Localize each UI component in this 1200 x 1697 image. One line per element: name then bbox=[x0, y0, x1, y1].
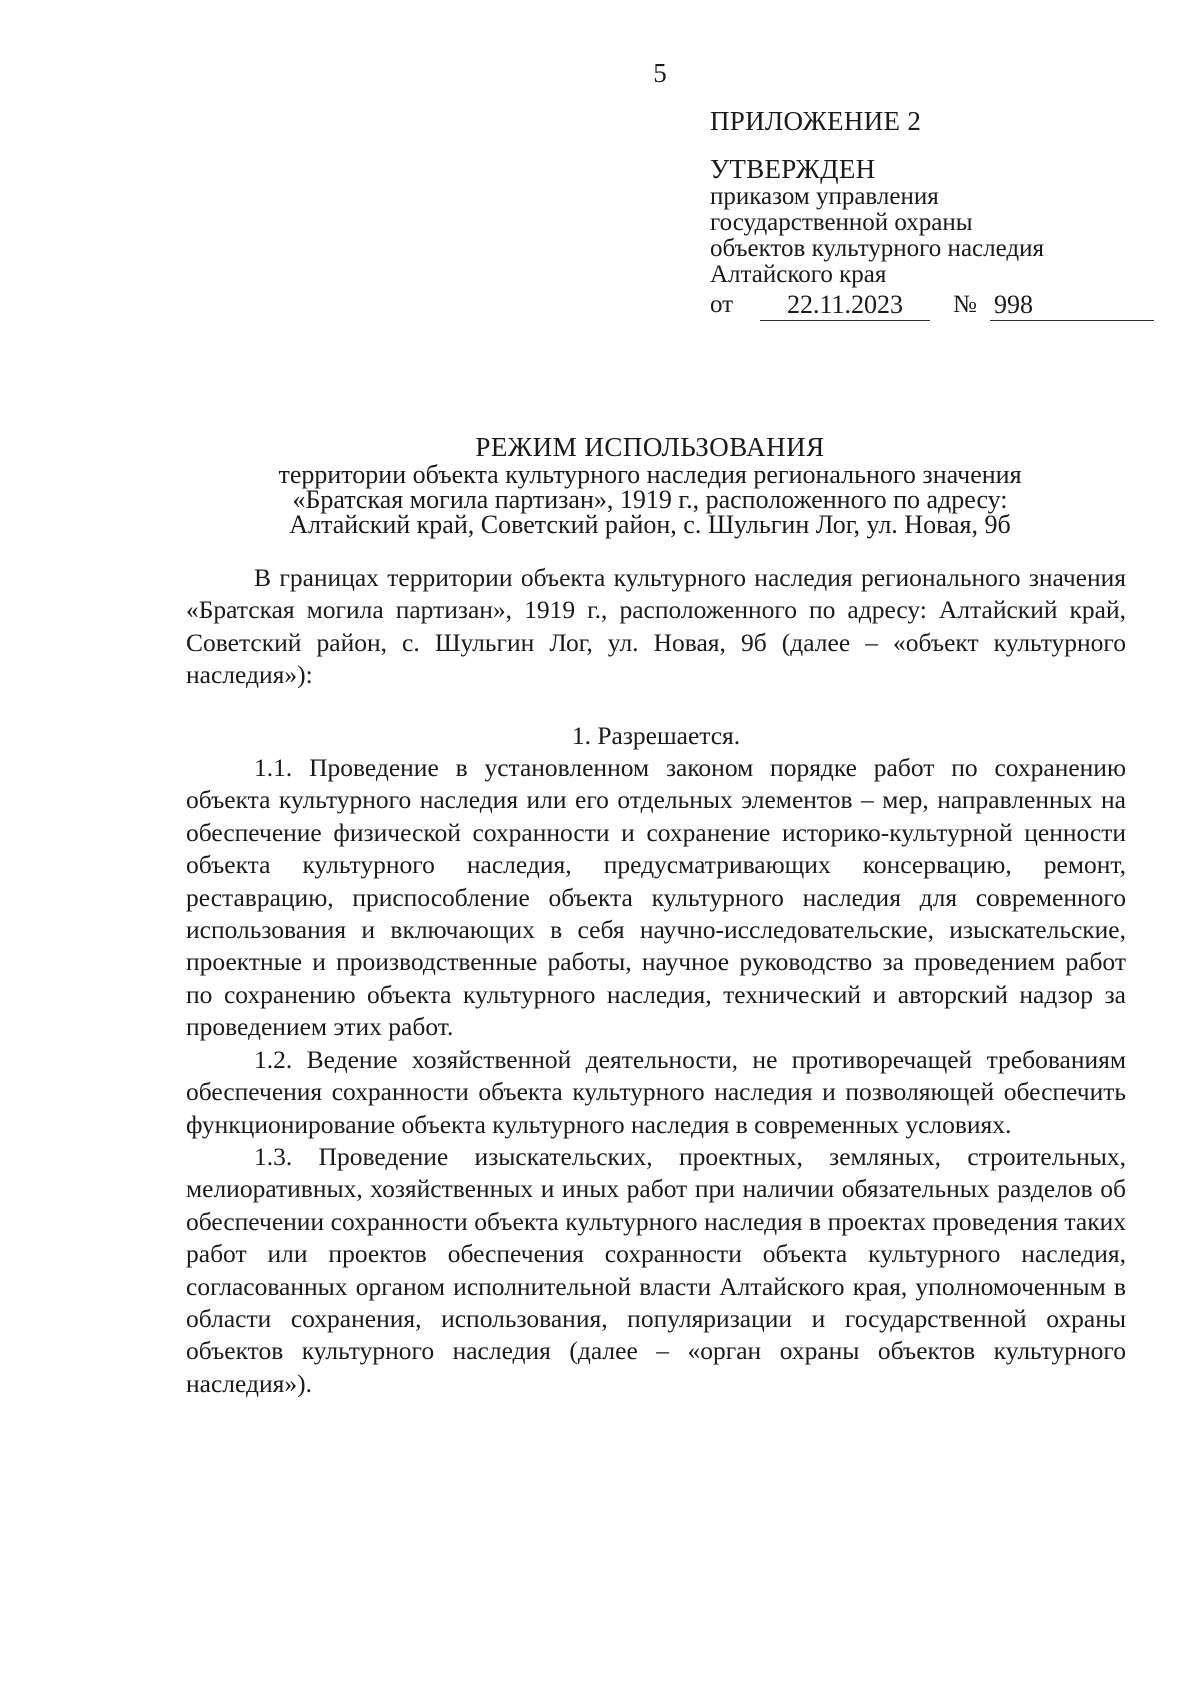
approval-line: объектов культурного наследия bbox=[710, 235, 1044, 262]
document-body bbox=[186, 562, 1126, 1400]
approval-line: государственной охраны bbox=[710, 209, 973, 236]
item-paragraph: 1.2. Ведение хозяйственной деятельности, не противоречащей требованиям обеспечения сохранности объекта культурного наследия и позволяющей обеспечить функционирование объекта культурного наследия в современных условиях. bbox=[186, 1044, 1126, 1139]
from-label: от bbox=[710, 291, 734, 318]
item-paragraph: 1.3. Проведение изыскательских, проектных, земляных, строительных, мелиоративных, хозяйственных и иных работ при наличии обязательных разделов об обеспечении сохранности объекта культурного наследия в проектах проведения таких работ или проектов обеспечения сохранности объекта культурного наследия, согласованных органом исполнительной власти Алтайского края, уполномоченным в области сохранения, использования, популяризации и государственной охраны объектов культурного наследия (далее – «орган охраны объектов культурного наследия»). bbox=[186, 1141, 1126, 1398]
title-line: Алтайский край, Советский район, с. Шульгин Лог, ул. Новая, 9б bbox=[289, 510, 1011, 539]
approval-line: приказом управления bbox=[710, 183, 939, 210]
order-date-number bbox=[710, 290, 1150, 324]
title-main: РЕЖИМ ИСПОЛЬЗОВАНИЯ bbox=[475, 432, 825, 462]
title-line: территории объекта культурного наследия регионального значения bbox=[278, 460, 1022, 489]
intro-paragraph: В границах территории объекта культурного наследия регионального значения «Братская могила партизан», 1919 г., расположенного по адресу: Алтайский край, Советский район, с. Шульгин Лог, ул. Новая, 9б (далее – «объект культурного наследия»): bbox=[186, 563, 1126, 690]
document-title bbox=[190, 432, 1110, 537]
section-heading: 1. Разрешается. bbox=[571, 720, 741, 750]
title-line: «Братская могила партизан», 1919 г., расположенного по адресу: bbox=[292, 485, 1008, 514]
number-label: № bbox=[953, 291, 977, 318]
approved-label: УТВЕРЖДЕН bbox=[710, 154, 876, 184]
item-paragraph: 1.1. Проведение в установленном законом порядке работ по сохранению объекта культурного наследия или его отдельных элементов – мер, направленных на обеспечение физической сохранности и сохранение историко-культурной ценности объекта культурного наследия, предусматривающих консервацию, ремонт, реставрацию, приспособление объекта культурного наследия для современного использования и включающих в себя научно-исследовательские, изыскательские, проектные и производственные работы, научное руководство за проведением работ по сохранению объекта культурного наследия, технический и авторский надзор за проведением этих работ. bbox=[186, 753, 1126, 1042]
annex-label: ПРИЛОЖЕНИЕ 2 bbox=[710, 106, 922, 136]
order-date: 22.11.2023 bbox=[760, 292, 930, 321]
approval-block bbox=[710, 108, 1150, 324]
approval-line: Алтайского края bbox=[710, 261, 887, 288]
page-number: 5 bbox=[653, 58, 667, 88]
order-number: 998 bbox=[990, 292, 1154, 321]
